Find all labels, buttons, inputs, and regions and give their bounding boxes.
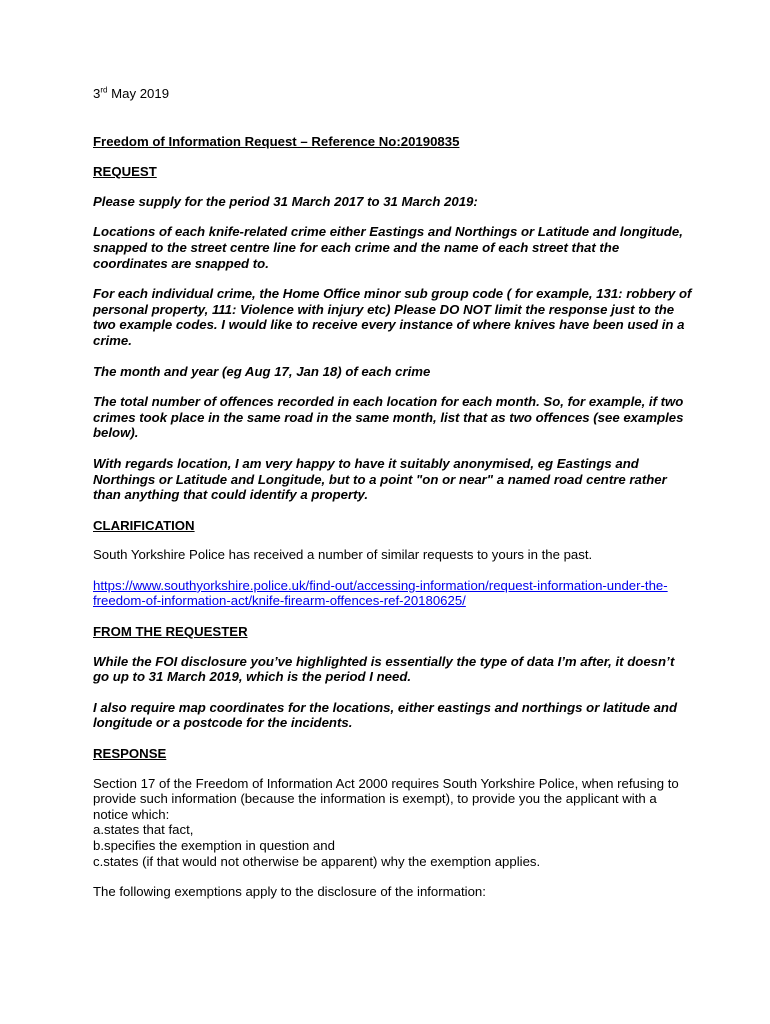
request-paragraph: The total number of offences recorded in each location for each month. So, for example, if two crimes took place in the same road in the same month, list that as two offences (see examples below).	[93, 394, 684, 441]
request-paragraph: Please supply for the period 31 March 2017 to 31 March 2019:	[93, 193, 478, 209]
requester-paragraph: While the FOI disclosure you’ve highlighted is essentially the type of data I’m after, it doesn’t go up to 31 March 2019, which is the period I need.	[93, 653, 675, 685]
request-heading: REQUEST	[93, 164, 157, 180]
clarification-text: South Yorkshire Police has received a number of similar requests to yours in the past.	[93, 547, 593, 563]
document-body	[93, 86, 693, 915]
date-day: 3	[93, 86, 101, 101]
clarification-heading: CLARIFICATION	[93, 517, 195, 533]
requester-heading: FROM THE REQUESTER	[93, 624, 248, 640]
response-intro-text: Section 17 of the Freedom of Information Act 2000 requires South Yorkshire Police, when refusing to provide such information (because the information is exempt), to provide you the applicant with a notice which:	[93, 775, 679, 822]
response-intro	[93, 776, 693, 870]
request-paragraph: With regards location, I am very happy to have it suitably anonymised, eg Eastings and Northings or Latitude and Longitude, but to a point "on or near" a named road centre rather than anything that could identify a property.	[93, 455, 667, 503]
response-list-item: a.states that fact,	[93, 822, 194, 838]
letter-date	[93, 86, 693, 102]
response-list-item: b.specifies the exemption in question and	[93, 838, 335, 853]
date-month-year: May 2019	[107, 86, 170, 101]
request-paragraph: The month and year (eg Aug 17, Jan 18) of each crime	[93, 363, 431, 379]
response-list-item: c.states (if that would not otherwise be apparent) why the exemption applies.	[93, 853, 541, 869]
document-title: Freedom of Information Request – Reference No:20190835	[93, 133, 460, 149]
previous-disclosure-link[interactable]: https://www.southyorkshire.police.uk/find-out/accessing-information/request-information-under-the-freedom-of-information-act/knife-firearm-offences-ref-20180625/	[93, 577, 668, 609]
response-exemptions-text: The following exemptions apply to the disclosure of the information:	[93, 884, 486, 900]
request-paragraph: Locations of each knife-related crime either Eastings and Northings or Latitude and longitude, snapped to the street centre line for each crime and the name of each street that the coordinates are snapped to.	[93, 224, 683, 271]
date-suffix: rd	[100, 85, 108, 95]
requester-paragraph: I also require map coordinates for the locations, either eastings and northings or latitude and longitude or a postcode for the incidents.	[93, 699, 678, 731]
request-paragraph: For each individual crime, the Home Office minor sub group code ( for example, 131: robbery of personal property, 111: Violence with injury etc) Please DO NOT limit the response just to the two example codes. I would like to receive every instance of where knives have been used in a crime.	[93, 286, 692, 348]
clarification-link-line	[93, 578, 693, 609]
response-heading: RESPONSE	[93, 746, 167, 762]
